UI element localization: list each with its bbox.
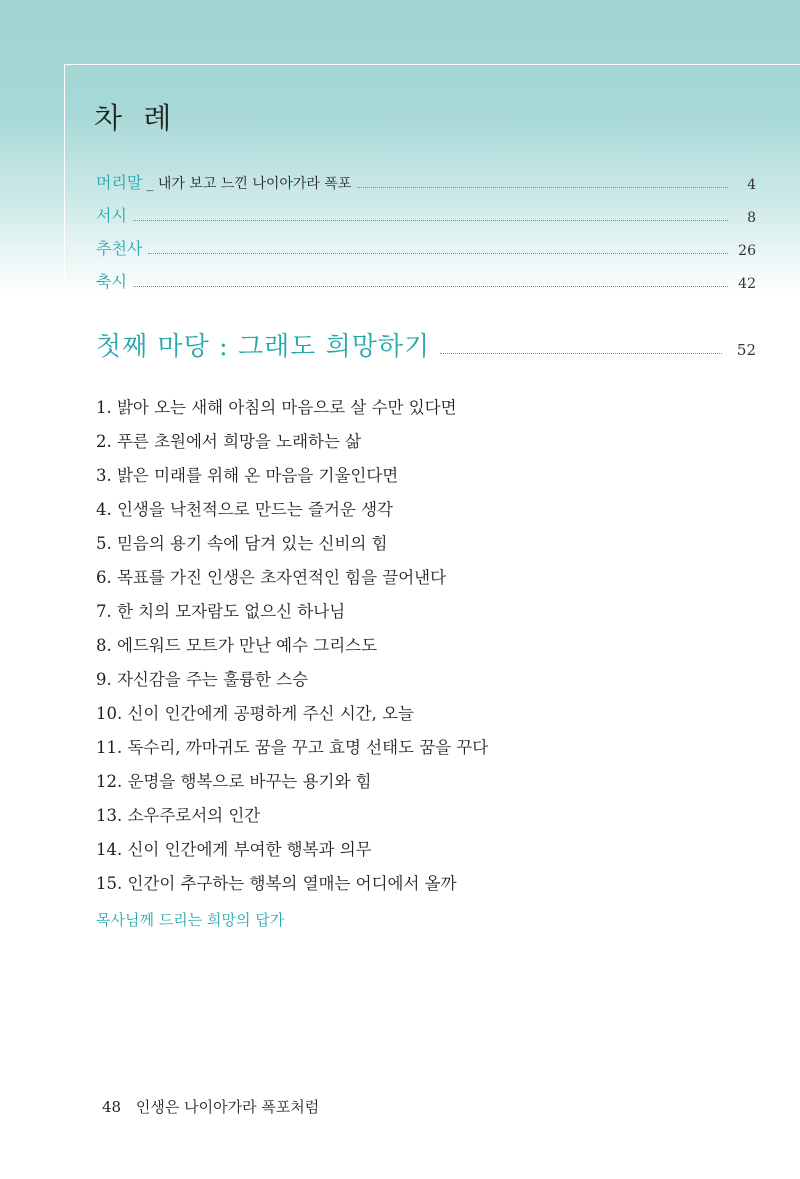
toc-entry-congratulatory-poem[interactable] bbox=[96, 259, 756, 292]
dot-leader bbox=[133, 285, 728, 287]
toc-entry-label: 서시 bbox=[96, 206, 127, 225]
toc-entry-label: 축시 bbox=[96, 272, 127, 291]
toc-entry-preface[interactable] bbox=[96, 160, 756, 193]
dot-leader bbox=[357, 186, 728, 188]
footer-book-title: 인생은 나이아가라 폭포처럼 bbox=[135, 1098, 320, 1116]
chapter-item[interactable]: 1. 밝아 오는 새해 아침의 마음으로 살 수만 있다면 bbox=[96, 398, 457, 417]
toc-entry-page: 42 bbox=[738, 276, 756, 292]
dot-leader bbox=[148, 252, 728, 254]
part-heading[interactable] bbox=[96, 326, 756, 363]
dot-leader bbox=[440, 352, 722, 354]
toc-entry-recommendation[interactable] bbox=[96, 226, 756, 259]
toc-entry-page: 26 bbox=[738, 243, 756, 259]
chapter-list bbox=[96, 391, 488, 901]
page-footer bbox=[102, 1096, 319, 1117]
chapter-item[interactable]: 14. 신이 인간에게 부여한 행복과 의무 bbox=[96, 840, 372, 859]
chapter-item[interactable]: 13. 소우주로서의 인간 bbox=[96, 806, 261, 825]
chapter-item[interactable]: 3. 밝은 미래를 위해 온 마음을 기울인다면 bbox=[96, 466, 399, 485]
toc-entry-page: 8 bbox=[747, 210, 756, 226]
chapter-item[interactable]: 2. 푸른 초원에서 희망을 노래하는 삶 bbox=[96, 432, 362, 451]
dot-leader bbox=[133, 219, 728, 221]
chapter-item[interactable]: 5. 믿음의 용기 속에 담겨 있는 신비의 힘 bbox=[96, 534, 388, 553]
chapter-item[interactable]: 12. 운명을 행복으로 바꾸는 용기와 힘 bbox=[96, 772, 372, 791]
toc-entry-label: 머리말 bbox=[96, 173, 143, 192]
chapter-item[interactable]: 10. 신이 인간에게 공평하게 주신 시간, 오늘 bbox=[96, 704, 414, 723]
front-matter-list bbox=[96, 160, 756, 292]
part-heading-page: 52 bbox=[736, 341, 756, 359]
toc-entry-label: 추천사 bbox=[96, 239, 143, 258]
chapter-item[interactable]: 8. 에드워드 모트가 만난 예수 그리스도 bbox=[96, 636, 378, 655]
part-heading-label: 첫째 마당 : 그래도 희망하기 bbox=[96, 332, 431, 362]
footer-page-number: 48 bbox=[102, 1098, 122, 1116]
toc-entry-prologue-poem[interactable] bbox=[96, 193, 756, 226]
toc-title: 차 례 bbox=[94, 101, 178, 135]
epilogue-entry[interactable]: 목사님께 드리는 희망의 답가 bbox=[96, 911, 285, 929]
chapter-item[interactable]: 11. 독수리, 까마귀도 꿈을 꾸고 효명 선태도 꿈을 꾸다 bbox=[96, 738, 489, 757]
chapter-item[interactable]: 9. 자신감을 주는 훌륭한 스승 bbox=[96, 670, 309, 689]
chapter-item[interactable]: 7. 한 치의 모자람도 없으신 하나님 bbox=[96, 602, 346, 621]
toc-entry-page: 4 bbox=[747, 177, 756, 193]
chapter-item[interactable]: 6. 목표를 가진 인생은 초자연적인 힘을 끌어낸다 bbox=[96, 568, 447, 587]
chapter-item[interactable]: 15. 인간이 추구하는 행복의 열매는 어디에서 올까 bbox=[96, 874, 457, 893]
toc-entry-subtitle: _ 내가 보고 느낀 나이아가라 폭포 bbox=[146, 176, 352, 192]
chapter-item[interactable]: 4. 인생을 낙천적으로 만드는 즐거운 생각 bbox=[96, 500, 393, 519]
